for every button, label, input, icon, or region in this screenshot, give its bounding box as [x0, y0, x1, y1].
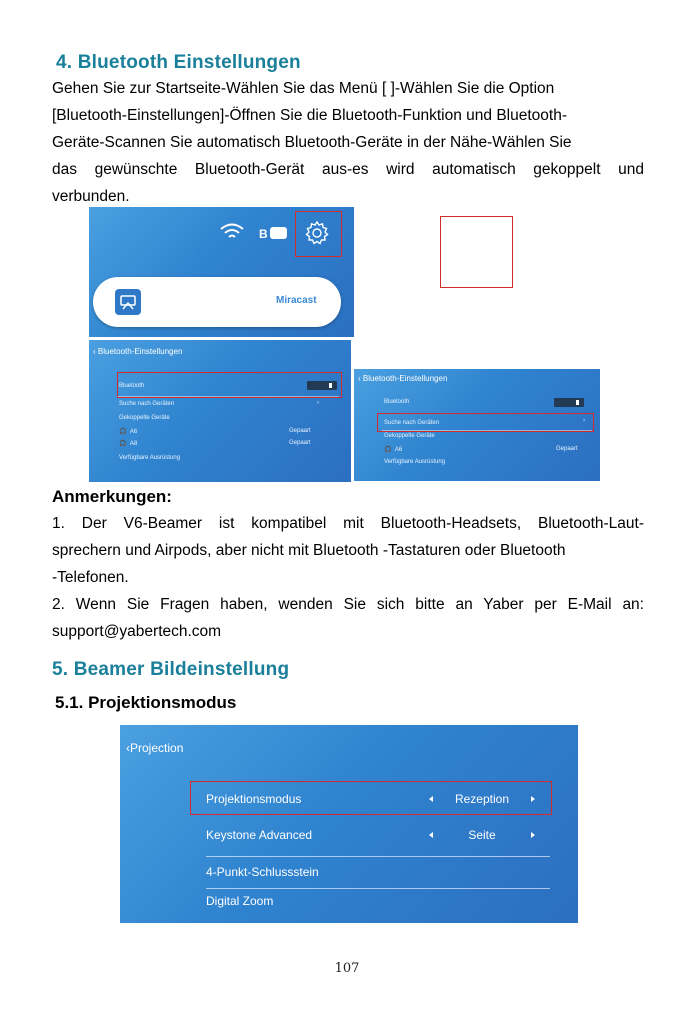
headphones-icon: 🎧 [119, 429, 127, 435]
miracast-tile[interactable] [93, 277, 341, 327]
available-devices-header: Verfügbare Ausrüstung [384, 459, 446, 465]
digital-zoom-label: Digital Zoom [206, 894, 274, 908]
wifi-icon [219, 222, 245, 242]
four-point-keystone-row[interactable] [206, 857, 551, 887]
menu-placeholder-box [440, 216, 513, 288]
device-status: Gepaart [289, 428, 311, 434]
projection-settings-screenshot [120, 725, 578, 923]
bluetooth-settings-screenshot-1 [89, 340, 351, 482]
section-4-paragraph [52, 75, 644, 210]
chevron-right-icon: › [317, 400, 319, 406]
paragraph-line: Gehen Sie zur Startseite-Wählen Sie das Menü [ ]-Wählen Sie die Option [52, 80, 555, 97]
arrow-right-icon[interactable] [531, 832, 535, 838]
notes-heading: Anmerkungen: [52, 487, 172, 506]
search-devices-row[interactable]: Suche nach Geräten [119, 401, 175, 407]
device-row[interactable]: 🎧 A6 [384, 447, 403, 453]
bluetooth-toggle[interactable] [554, 398, 584, 407]
projection-title: ‹Projection [126, 741, 184, 755]
keystone-advanced-label: Keystone Advanced [206, 828, 313, 842]
paired-devices-header: Gekoppelte Geräte [384, 433, 435, 439]
device-row[interactable]: 🎧 A6 [119, 429, 138, 435]
search-devices-highlight [377, 413, 594, 432]
keystone-advanced-value: Seite [468, 828, 496, 842]
paragraph-line: das gewünschte Bluetooth-Gerät aus-es wird automatisch gekoppelt und [52, 161, 644, 178]
support-email-line: support@yabertech.com [52, 623, 222, 640]
gear-highlight-box [295, 211, 342, 257]
headphones-icon: 🎧 [119, 441, 127, 447]
paired-devices-header: Gekoppelte Geräte [119, 415, 170, 421]
section-4-heading: 4. Bluetooth Einstellungen [56, 52, 301, 73]
device-status: Gepaart [289, 440, 311, 446]
digital-zoom-row[interactable] [206, 886, 551, 916]
section-5-1-subheading: 5.1. Projektionsmodus [55, 693, 237, 712]
available-devices-header: Verfügbare Ausrüstung [119, 455, 181, 461]
miracast-icon [115, 289, 141, 315]
paragraph-line: [Bluetooth-Einstellungen]-Öffnen Sie die Bluetooth-Funktion und Bluetooth- [52, 107, 567, 124]
headphones-icon: 🎧 [384, 447, 392, 453]
bluetooth-icon [259, 225, 289, 241]
projection-mode-highlight [190, 781, 552, 815]
paragraph-line: -Telefonen. [52, 569, 129, 586]
miracast-label: Miracast [276, 295, 317, 306]
device-row[interactable]: 🎧 A8 [119, 441, 138, 447]
paragraph-line: Geräte-Scannen Sie automatisch Bluetooth-Geräte in der Nähe-Wählen Sie [52, 134, 572, 151]
screen-title: ‹ Bluetooth-Einstellungen [93, 347, 183, 356]
bluetooth-row-label: Bluetooth [119, 383, 145, 389]
paragraph-line: 2. Wenn Sie Fragen haben, wenden Sie sich bitte an Yaber per E-Mail an: [52, 596, 644, 613]
four-point-keystone-label: 4-Punkt-Schlussstein [206, 865, 319, 879]
bluetooth-row-label: Bluetooth [384, 399, 410, 405]
paragraph-line: verbunden. [52, 188, 130, 205]
device-status: Gepaart [556, 446, 578, 452]
search-devices-row[interactable]: Suche nach Geräten [384, 420, 440, 426]
keystone-advanced-row[interactable] [206, 820, 551, 850]
arrow-left-icon[interactable] [429, 832, 433, 838]
paragraph-line: sprechern und Airpods, aber nicht mit Bluetooth -Tastaturen oder Bluetooth [52, 542, 566, 559]
paragraph-line: 1. Der V6-Beamer ist kompatibel mit Bluetooth-Headsets, Bluetooth-Laut- [52, 515, 644, 532]
section-5-heading: 5. Beamer Bildeinstellung [52, 659, 290, 680]
projection-mode-value: Rezeption [454, 792, 510, 806]
chevron-right-icon: › [583, 418, 585, 424]
screen-title: ‹ Bluetooth-Einstellungen [358, 374, 448, 383]
projection-mode-label: Projektionsmodus [206, 792, 302, 806]
svg-text:B: B [259, 227, 268, 241]
page-number: 107 [334, 961, 360, 976]
bluetooth-toggle-highlight [117, 372, 342, 398]
notes-paragraph [52, 510, 644, 645]
